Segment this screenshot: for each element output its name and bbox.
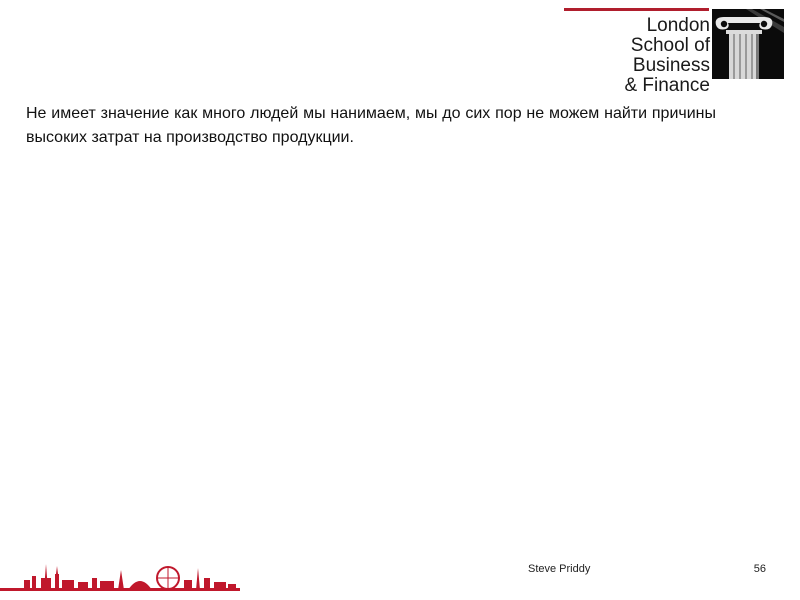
school-logo bbox=[560, 16, 710, 96]
logo-line-school: School of Business bbox=[630, 35, 710, 76]
logo-line-london: London bbox=[646, 15, 710, 36]
city-skyline-icon bbox=[0, 560, 240, 596]
logo-line-finance: & Finance bbox=[624, 75, 710, 96]
logo-accent-bar bbox=[564, 8, 709, 11]
footer-author: Steve Priddy bbox=[528, 563, 591, 575]
body-paragraph: Не имеет значение как много людей мы нанимаем, мы до сих пор не можем найти причины высоких затрат на производство продукции. bbox=[26, 105, 716, 146]
page-number: 56 bbox=[753, 563, 766, 575]
ionic-column-icon bbox=[712, 9, 784, 79]
